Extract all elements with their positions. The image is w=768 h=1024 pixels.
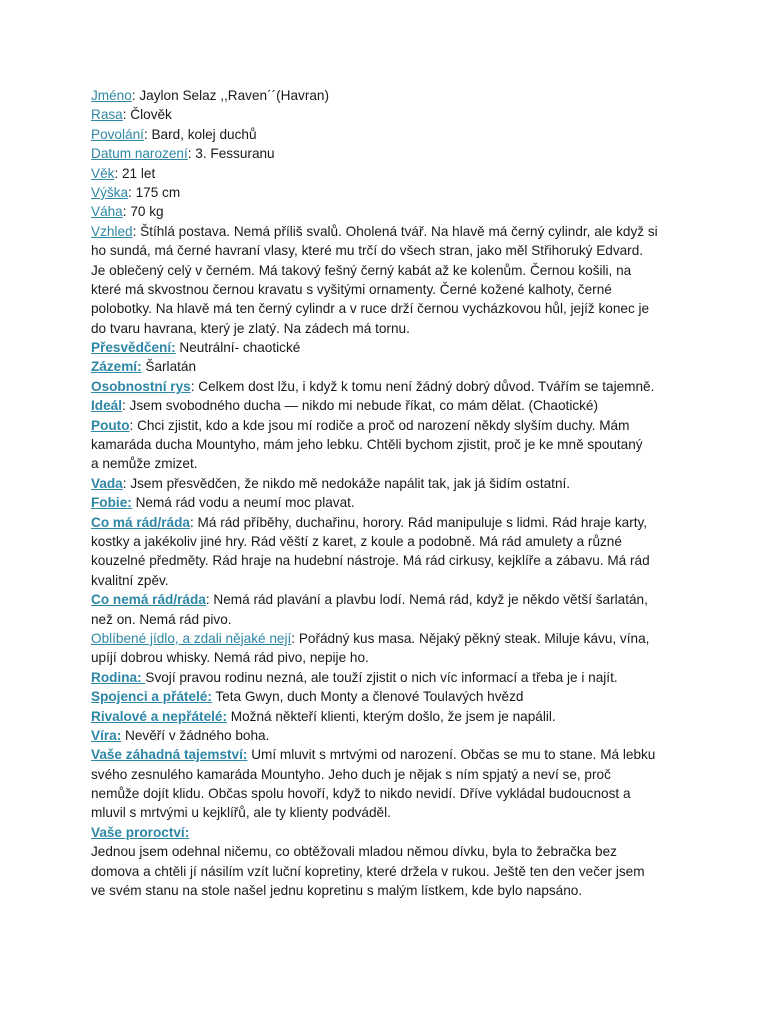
field-background: [91, 357, 691, 376]
field-value-line: a nemůže zmizet.: [91, 456, 198, 472]
field-value: Teta Gwyn, duch Monty a členové Toulavých hvězd: [215, 689, 524, 705]
field-value-line: kouzelné předměty. Rád hraje na hudební nástroje. Má rád cirkusy, kejklíře a zábavu. Má rád: [91, 553, 650, 569]
field-secrets: [91, 745, 691, 823]
character-sheet: [91, 86, 691, 900]
field-label: Pouto: [91, 417, 130, 433]
field-value-line: do tvaru havrana, který je zlatý. Na zádech má tornu.: [91, 320, 410, 336]
field-label: Ideál: [91, 398, 122, 414]
field-value-line: Štíhlá postava. Nemá příliš svalů. Oholená tvář. Na hlavě má černý cylindr, ale když si: [140, 223, 658, 239]
field-label: Výška: [91, 184, 129, 200]
field-value-line: nemůže dojít klidu. Občas spolu hovoří, když to nikdo nevidí. Dříve vykládal budoucnost a: [91, 786, 631, 802]
field-value-line: Chci zjistit, kdo a kde jsou mí rodiče a proč od narození někdy slyším duchy. Mám: [137, 417, 630, 433]
field-favorite-food: Oblíbené jídlo, a zdali nějaké nejí: Pořádný kus masa. Nějaký pěkný steak. Miluje kávu, vína, upíjí dobrou whisky. Nemá rád pivo, nepije ho.: [91, 629, 691, 668]
field-value: Jsem přesvědčen, že nikdo mě nedokáže napálit tak, jak já šidím ostatní.: [130, 475, 571, 491]
field-rivals: [91, 707, 691, 726]
field-value-line: polobotky. Na hlavě má ten černý cylindr a v ruce drží černou vycházkovou hůl, jejíž konec je: [91, 301, 650, 317]
field-label: Rivalové a nepřátelé:: [91, 708, 227, 724]
field-value-line: Je oblečený celý v černém. Má takový fešný černý kabát až ke kolenům. Černou košili, na: [91, 262, 632, 278]
field-phobia: [91, 493, 691, 512]
field-value-line: svého zesnulého kamaráda Mountyho. Jeho duch je nějak s ním spjatý a neví se, proč: [91, 766, 611, 782]
field-label: Váha: [91, 204, 123, 220]
field-flaw: Vada: Jsem přesvědčen, že nikdo mě nedokáže napálit tak, jak já šidím ostatní.: [91, 475, 571, 491]
field-label: Vada: [91, 475, 123, 491]
field-value: Neutrální- chaotické: [179, 340, 301, 356]
field-value: Jsem svobodného ducha — nikdo mi nebude říkat, co mám dělat. (Chaotické): [129, 398, 599, 414]
field-label: Co nemá rád/ráda: [91, 592, 206, 608]
field-value-line: kamaráda ducha Mountyho, mám jeho lebku. Chtěli bychom zjistit, proč je ke mně spoutaný: [91, 437, 643, 453]
field-label: Spojenci a přátelé:: [91, 689, 212, 705]
field-personality-trait: Osobnostní rys: Celkem dost lžu, i když k tomu není žádný dobrý důvod. Tvářím se tajemně.: [91, 378, 655, 394]
field-alignment: [91, 338, 691, 357]
field-value: Svojí pravou rodinu nezná, ale touží zjistit o nich víc informací a třeba je i najít.: [145, 669, 618, 685]
field-value: Člověk: [130, 107, 172, 123]
field-bond: Pouto: Chci zjistit, kdo a kde jsou mí rodiče a proč od narození někdy slyším duchy. Mám kamaráda ducha Mountyho, mám jeho lebku. Chtěli bychom zjistit, proč je ke mně spoutaný a nemůže zmizet.: [91, 416, 691, 474]
field-label: Vzhled: [91, 223, 133, 239]
field-label: Oblíbené jídlo, a zdali nějaké nejí: [91, 630, 292, 646]
field-value: Celkem dost lžu, i když k tomu není žádný dobrý důvod. Tvářím se tajemně.: [198, 378, 655, 394]
field-value-line: Umí mluvit s mrtvými od narození. Občas se mu to stane. Má lebku: [251, 747, 656, 763]
field-label: Vaše proroctví:: [91, 824, 190, 840]
field-value-line: domova a chtěli jí násilím vzít luční kopretiny, které držela v rukou. Ještě ten den večer jsem: [91, 863, 645, 879]
field-birthdate: Datum narození: 3. Fessuranu: [91, 146, 275, 162]
field-label: Osobnostní rys: [91, 378, 191, 394]
field-label: Datum narození: [91, 146, 188, 162]
field-value: 175 cm: [135, 184, 181, 200]
field-value-line: které má skvostnou černou kravatu s vyšitými ornamenty. Černé kožené kalhoty, černé: [91, 281, 612, 297]
field-faith: [91, 726, 691, 745]
field-value-line: kvalitní zpěv.: [91, 572, 169, 588]
field-value: Šarlatán: [145, 359, 197, 375]
field-prophecy: [91, 823, 691, 901]
field-value: Možná někteří klienti, kterým došlo, že jsem je napálil.: [230, 708, 556, 724]
field-value-line: Má rád příběhy, duchařinu, horory. Rád manipuluje s lidmi. Rád hraje karty,: [197, 514, 648, 530]
field-likes: Co má rád/ráda: Má rád příběhy, duchařinu, horory. Rád manipuluje s lidmi. Rád hraje karty, kostky a jakékoliv jiné hry. Rád věští z karet, z koule a podobně. Má rád amulety a různé kouzelné předměty. Rád hraje na hudební nástroje. Má rád cirkusy, kejklíře a zábavu. Má rád kvalitní zpěv.: [91, 513, 691, 591]
field-value-line: ho sundá, má černé havraní vlasy, které mu trčí do všech stran, jako měl Střihoruký Edvard.: [91, 243, 644, 259]
field-height: Výška: 175 cm: [91, 184, 181, 200]
field-value-line: kostky a jakékoliv jiné hry. Rád věští z karet, z koule a podobně. Má rád amulety a různé: [91, 533, 622, 549]
field-value: 21 let: [122, 165, 156, 181]
field-value-line: Jednou jsem odehnal ničemu, co obtěžovali mladou němou dívku, byla to žebračka bez: [91, 844, 617, 860]
field-value: Jaylon Selaz ,,Raven´´(Havran): [139, 88, 330, 103]
field-label: Povolání: [91, 126, 144, 142]
field-family: [91, 668, 691, 687]
field-label: Fobie:: [91, 495, 132, 511]
field-label: Víra:: [91, 727, 122, 743]
field-label: Co má rád/ráda: [91, 514, 190, 530]
field-value-line: upíjí dobrou whisky. Nemá rád pivo, nepije ho.: [91, 650, 369, 666]
field-label: Vaše záhadná tajemství:: [91, 747, 248, 763]
field-value-line: Pořádný kus masa. Nějaký pěkný steak. Miluje kávu, vína,: [298, 630, 650, 646]
field-value-line: než on. Nemá rád pivo.: [91, 611, 232, 627]
field-value-line: ve svém stanu na stole našel jednu kopretinu s malým lístkem, kde bylo napsáno.: [91, 883, 583, 899]
field-allies: [91, 687, 691, 706]
field-appearance: Vzhled: Štíhlá postava. Nemá příliš svalů. Oholená tvář. Na hlavě má černý cylindr, ale když si ho sundá, má černé havraní vlasy, které mu trčí do všech stran, jako měl Střihoruký Edvard. Je oblečený celý v černém. Má takový fešný černý kabát až ke kolenům. Černou košili, na které má skvostnou černou kravatu s vyšitými ornamenty. Černé kožené kalhoty, černé polobotky. Na hlavě má ten černý cylindr a v ruce drží černou vycházkovou hůl, jejíž konec je do tvaru havrana, který je zlatý. Na zádech má tornu.: [91, 222, 691, 338]
field-value-line: mluvil s mrtvými u kejklířů, ale ty klienty podváděl.: [91, 805, 391, 821]
field-value: Nemá rád vodu a neumí moc plavat.: [135, 495, 355, 511]
field-dislikes: Co nemá rád/ráda: Nemá rád plavání a plavbu lodí. Nemá rád, když je někdo větší šarlatán, než on. Nemá rád pivo.: [91, 590, 691, 629]
field-value-line: Nemá rád plavání a plavbu lodí. Nemá rád, když je někdo větší šarlatán,: [213, 592, 648, 608]
field-label: Jméno: [91, 88, 132, 103]
field-value: Bard, kolej duchů: [151, 126, 257, 142]
field-weight: Váha: 70 kg: [91, 204, 164, 220]
field-ideal: Ideál: Jsem svobodného ducha — nikdo mi nebude říkat, co mám dělat. (Chaotické): [91, 398, 599, 414]
field-label: Rodina:: [91, 669, 146, 685]
field-label: Zázemí:: [91, 359, 142, 375]
field-occupation: Povolání: Bard, kolej duchů: [91, 126, 257, 142]
field-age: Věk: 21 let: [91, 165, 156, 181]
field-label: Rasa: [91, 107, 123, 123]
field-value: 3. Fessuranu: [195, 146, 275, 162]
field-name: Jméno: Jaylon Selaz ,,Raven´´(Havran): [91, 88, 330, 103]
field-value: Nevěří v žádného boha.: [125, 727, 270, 743]
field-value: 70 kg: [130, 204, 164, 220]
field-label: Přesvědčení:: [91, 340, 176, 356]
field-race: Rasa: Člověk: [91, 107, 172, 123]
field-label: Věk: [91, 165, 115, 181]
